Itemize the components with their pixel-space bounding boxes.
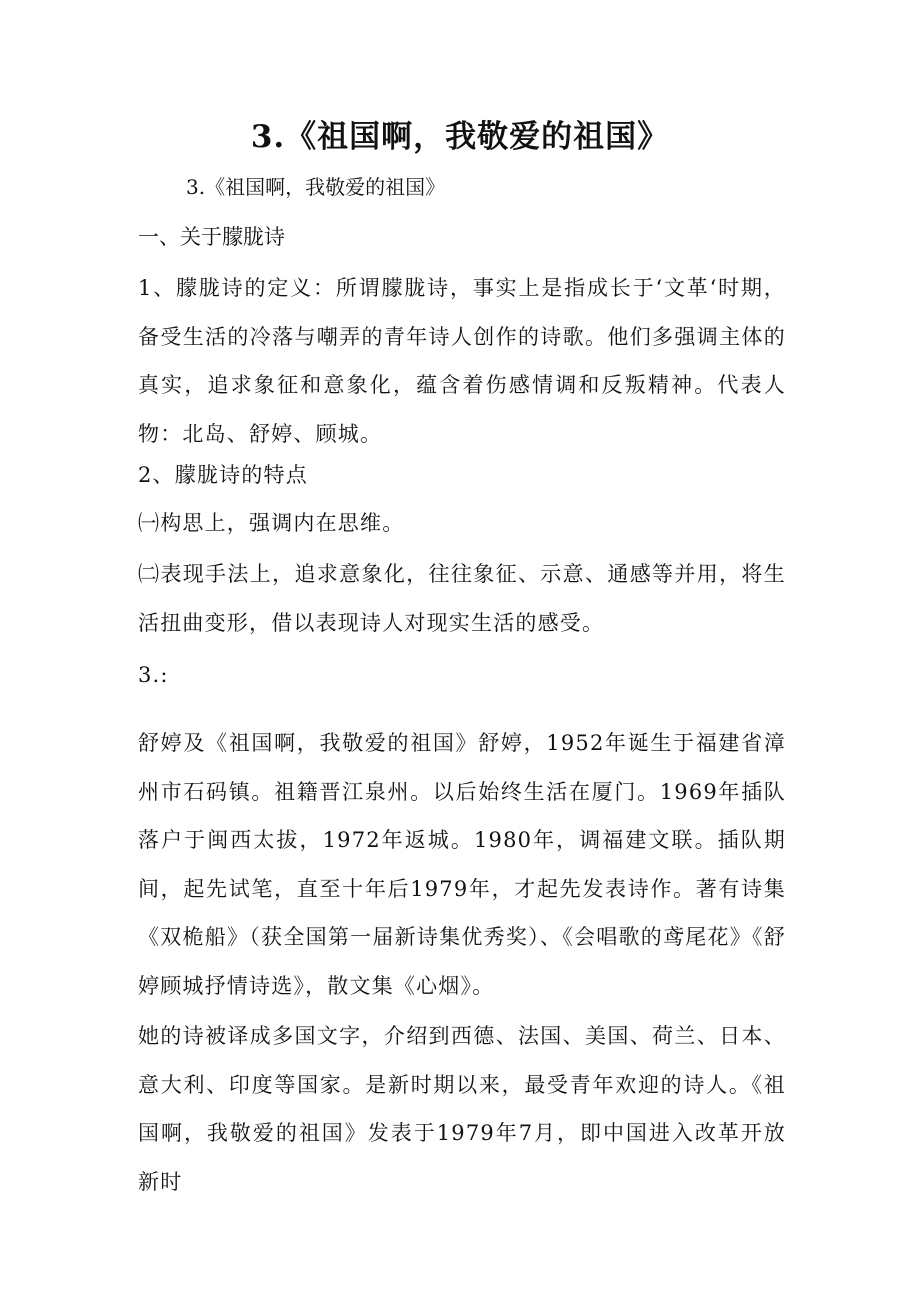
biography-paragraph: 舒婷及《祖国啊，我敬爱的祖国》舒婷，1952年诞生于福建省漳州市石码镇。祖籍晋江泉州。以后始终生活在厦门。1969年插队落户于闽西太拔，1972年返城。1980年，调福建文联。插队期间，起先试笔，直至十年后1979年，才起先发表诗作。著有诗集《双桅船》（获全国第一届新诗集优秀奖）、《会唱歌的鸢尾花》《舒婷顾城抒情诗选》，散文集《心烟》。	[138, 731, 786, 998]
feature-item-1: ㈠构思上，强调内在思维。	[138, 511, 405, 535]
definition-paragraph: 1、朦胧诗的定义：所谓朦胧诗，事实上是指成长于‘文革‘时期，备受生活的冷落与嘲弄的青年诗人创作的诗歌。他们多强调主体的真实，追求象征和意象化，蕴含着伤感情调和反叛精神。代表人物：北岛、舒婷、顾城。	[138, 276, 786, 446]
translation-paragraph: 她的诗被译成多国文字，介绍到西德、法国、美国、荷兰、日本、意大利、印度等国家。是新时期以来，最受青年欢迎的诗人。《祖国啊，我敬爱的祖国》发表于1979年7月，即中国进入改革开放新时	[138, 1024, 786, 1194]
document-subtitle: 3.《祖国啊，我敬爱的祖国》	[186, 175, 446, 199]
features-heading: 2、朦胧诗的特点	[138, 463, 308, 487]
document-title: 3.《祖国啊，我敬爱的祖国》	[250, 119, 670, 155]
item-3-label: 3.:	[138, 663, 169, 687]
section-heading: 一、关于朦胧诗	[138, 225, 285, 249]
feature-item-2: ㈡表现手法上，追求意象化，往往象征、示意、通感等并用，将生活扭曲变形，借以表现诗人对现实生活的感受。	[138, 562, 786, 635]
